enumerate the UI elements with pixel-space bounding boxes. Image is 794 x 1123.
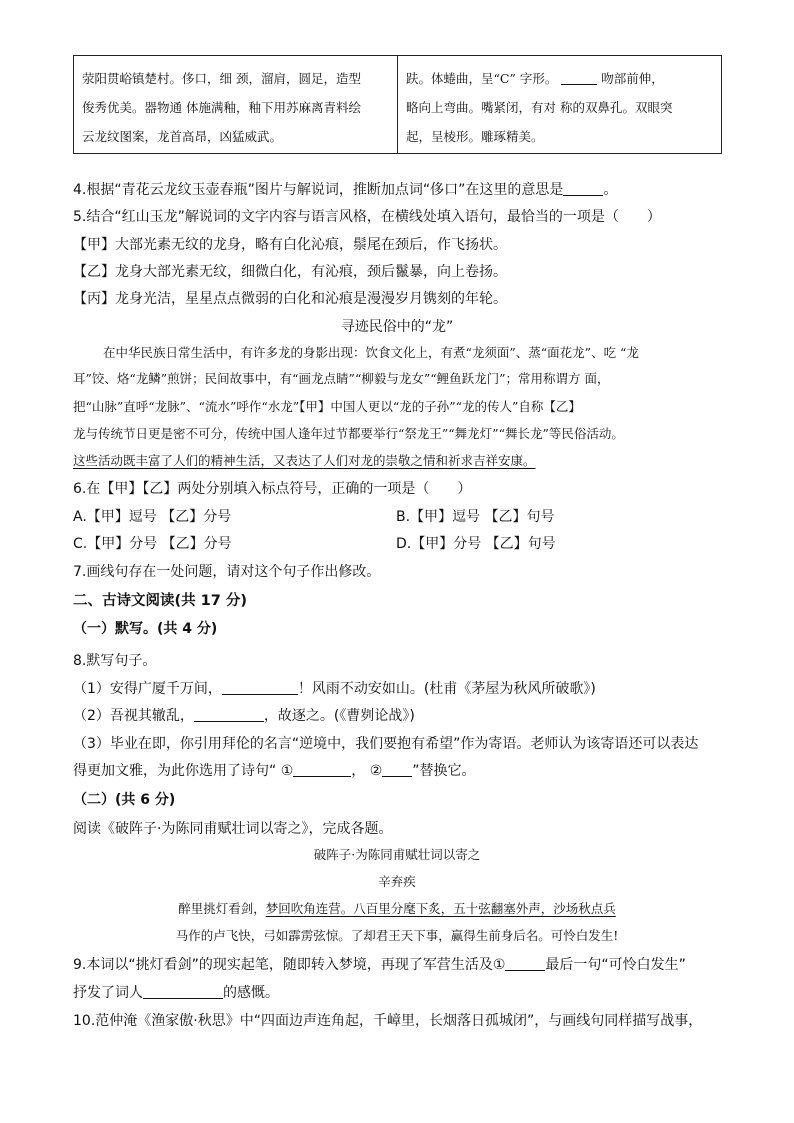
option-a[interactable]: A.【甲】逗号 【乙】分号 xyxy=(73,509,232,525)
question-4: 4.根据“青花云龙纹玉壶春瓶”图片与解说词，推断加点词“侈口”在这里的意思是 。 xyxy=(73,182,618,198)
answer-blank[interactable] xyxy=(194,707,264,722)
option-yi: 【乙】龙身大部光素无纹，细微白化，有沁痕，颈后鬣暴，向上卷扬。 xyxy=(73,264,507,280)
question-9-cont: 抒发了词人 的感慨。 xyxy=(73,985,279,1001)
option-d[interactable]: D.【甲】分号 【乙】句号 xyxy=(396,536,556,552)
poem-line: 醉里挑灯看剑，梦回吹角连营。八百里分麾下炙，五十弦翻塞外声，沙场秋点兵 xyxy=(178,901,616,916)
exhibit-table xyxy=(73,55,722,154)
option-jia: 【甲】大部光素无纹的龙身，略有白化沁痕，鬃尾在颈后，作飞扬状。 xyxy=(73,237,507,253)
table-left-cell xyxy=(74,56,398,154)
answer-blank[interactable] xyxy=(143,984,223,999)
table-left-line: 荥阳贯峪镇楚村。侈口，细 颈，溜肩，圆足，造型 xyxy=(82,71,361,86)
table-right-line: 趺。体蜷曲，呈“C” 字形。 吻部前伸， xyxy=(406,71,664,86)
answer-blank[interactable] xyxy=(222,680,298,695)
question-9: 9.本词以“挑灯看剑”的现实起笔，随即转入梦境，再现了军营生活及① 最后一句“可怜白发生” xyxy=(73,957,686,973)
table-right-line: 起，呈棱形。雕琢精美。 xyxy=(406,129,544,144)
question-8: 8.默写句子。 xyxy=(73,653,157,669)
reading-instruction: 阅读《破阵子·为陈同甫赋壮词以寄之》，完成各题。 xyxy=(73,821,393,837)
question-5: 5.结合“红山玉龙”解说词的文字内容与语言风格，在横线处填入语句，最恰当的一项是（ ） xyxy=(73,209,661,225)
answer-blank[interactable] xyxy=(505,956,545,971)
question-7: 7.画线句存在一处问题，请对这个句子作出修改。 xyxy=(73,564,381,580)
question-8-3-cont: 得更加文雅，为此你选用了诗句“ ① ， ② ”替换它。 xyxy=(73,763,476,779)
poem-author: 辛弃疾 xyxy=(378,874,416,889)
question-6: 6.在【甲】【乙】两处分别填入标点符号，正确的一项是（ ） xyxy=(73,481,472,497)
underlined-verse: 梦回吹角连营。八百里分麾下炙，五十弦翻塞外声，沙场秋点兵 xyxy=(265,901,616,916)
part-title: （一）默写。(共 4 分) xyxy=(73,621,218,637)
passage-line: 在中华民族日常生活中，有许多龙的身影出现：饮食文化上，有煮“龙须面”、蒸“面花龙”、吃 “龙 xyxy=(103,345,639,360)
underlined-sentence: 这些活动既丰富了人们的精神生活，又表达了人们对龙的崇敬之情和祈求吉祥安康。 xyxy=(73,453,536,468)
table-right-cell xyxy=(398,56,722,154)
option-bing: 【丙】龙身光洁，星星点点微弱的白化和沁痕是漫漫岁月镌刻的年轮。 xyxy=(73,291,507,307)
answer-blank[interactable] xyxy=(563,181,603,196)
option-b[interactable]: B.【甲】逗号 【乙】句号 xyxy=(396,509,555,525)
table-left-line: 俊秀优美。器物通 体施满釉，釉下用苏麻离青料绘 xyxy=(82,100,361,115)
passage-title: 寻迹民俗中的“龙” xyxy=(340,319,454,335)
question-8-1: （1）安得广厦千万间， ！风雨不动安如山。(杜甫《茅屋为秋风所破歌》) xyxy=(73,681,596,697)
answer-blank[interactable] xyxy=(382,762,412,777)
answer-blank[interactable] xyxy=(293,762,351,777)
question-10: 10.范仲淹《渔家傲·秋思》中“四面边声连角起，千嶂里，长烟落日孤城闭”，与画线句同样描写战事， xyxy=(73,1013,703,1029)
part-title: （二）(共 6 分) xyxy=(73,792,176,808)
table-left-line: 云龙纹图案，龙首高昂，凶猛威武。 xyxy=(82,129,283,144)
passage-line: 把“山脉”直呼“龙脉”、“流水”呼作“水龙”【甲】中国人更以“龙的子孙”“龙的传人”自称【乙】 xyxy=(73,399,581,414)
passage-line: 龙与传统节日更是密不可分，传统中国人逢年过节都要举行“祭龙王”“舞龙灯”“舞长龙”等民俗活动。 xyxy=(73,426,624,441)
section-title: 二、古诗文阅读(共 17 分) xyxy=(73,593,248,609)
blank-line[interactable] xyxy=(561,70,597,85)
poem-line: 马作的卢飞快，弓如霹雳弦惊。了却君王天下事，赢得生前身后名。可怜白发生! xyxy=(175,928,619,943)
table-right-line: 略向上弯曲。嘴紧闭，有对 称的双鼻孔。双眼突 xyxy=(406,100,673,115)
poem-title: 破阵子·为陈同甫赋壮词以寄之 xyxy=(313,847,481,862)
question-8-2: （2）吾视其辙乱， ，故逐之。(《曹刿论战》) xyxy=(73,708,415,724)
passage-line: 耳”饺、烙“龙鳞”煎饼；民间故事中，有“画龙点睛”“柳毅与龙女”“鲤鱼跃龙门”；常用称谓方 面， xyxy=(73,371,610,386)
option-c[interactable]: C.【甲】分号 【乙】分号 xyxy=(73,536,232,552)
question-8-3: （3）毕业在即，你引用拜伦的名言“逆境中，我们要抱有希望”作为寄语。老师认为该寄语还可以表达 xyxy=(73,736,699,752)
